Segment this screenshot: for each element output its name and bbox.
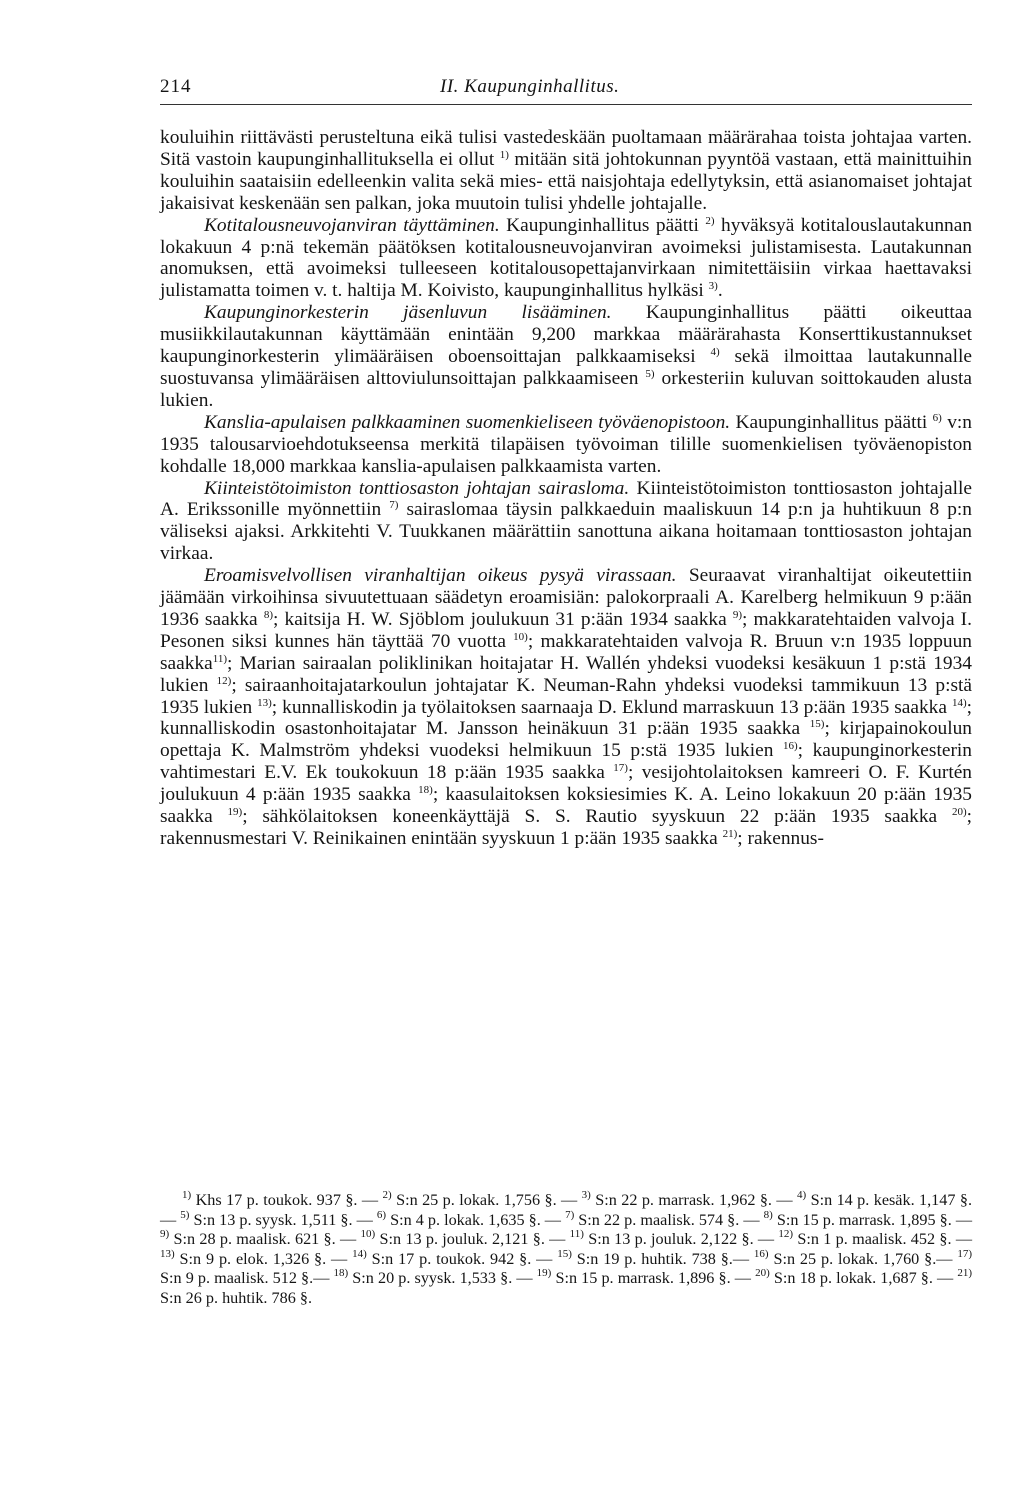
footnote-marker: 3) xyxy=(581,1189,591,1201)
footnote-text: S:n 13 p. syysk. 1,511 §. — xyxy=(189,1210,377,1229)
footnote-ref: 20) xyxy=(951,806,967,819)
footnote-ref: 16) xyxy=(782,740,798,753)
section-title: Kaupunginorkesterin jäsenluvun lisääminen. xyxy=(204,302,612,324)
paragraph xyxy=(160,215,972,303)
footnote-marker: 6) xyxy=(376,1208,387,1221)
paragraph xyxy=(160,565,972,850)
text-run: Kiinteistötoimiston tonttiosaston johtajalle A. Erikssonille myönnettiin xyxy=(160,477,972,521)
text-run: hyväksyä kotitalouslautakunnan lokakuun 4 p:nä tekemän päätöksen kotitalousneuvojanviran avoimeksi julistamisesta. Lautakunnan anomuksen, että avoimeksi tulleeseen kotitalousopettajanvirkaan nimitettäisiin virkaa haettavaksi julistamatta toimen v. t. haltija M. Koivisto, kaupunginhallitus hylkäsi xyxy=(160,214,973,302)
text-run: ; kaitsija H. W. Sjöblom joulukuun 31 p:ään 1934 saakka xyxy=(272,608,733,630)
footnote-text: S:n 19 p. huhtik. 738 §.— xyxy=(571,1249,754,1268)
section-title: Kiinteistötoimiston tonttiosaston johtajan sairasloma. xyxy=(204,477,630,499)
footnote-text: Khs 17 p. toukok. 937 §. — xyxy=(191,1191,383,1209)
footnote-text: S:n 22 p. maalisk. 574 §. — xyxy=(574,1210,764,1229)
footnote-text: S:n 18 p. lokak. 1,687 §. — xyxy=(769,1269,958,1288)
footnote-marker: 18) xyxy=(333,1267,349,1280)
text-run: ; kunnalliskodin osastonhoitajatar M. Jansson heinäkuun 31 p:ään 1935 saakka xyxy=(160,696,972,740)
footnote-ref: 15) xyxy=(809,718,825,731)
paragraph xyxy=(160,478,972,566)
text-run: Seuraavat viranhaltijat oikeutettiin jäämään virkoihinsa sivuutettuaan säädetyn eroamisiän: palokorpraali A. Karelberg helmikuun 9 p:ään 1936 saakka xyxy=(160,565,973,630)
text-run: ; kaupunginorkesterin vahtimestari E.V. Ek toukokuun 18 p:ään 1935 saakka xyxy=(160,740,972,784)
footnote-ref: 12) xyxy=(216,674,232,687)
footnote-ref: 6) xyxy=(932,411,942,424)
footnote-ref: 2) xyxy=(705,214,715,227)
text-run: mitään sitä johtokunnan pyyntöä vastaan, että mainittuihin kouluihin saataisiin edelleenkin valita sekä mies- että naisjohtaja edellytyksin, että asianomaiset johtajat jakaisivat keskenään sen palkan, joka muutoin tulisi yhdelle johtajalle. xyxy=(160,148,972,214)
footnote-text: S:n 20 p. syysk. 1,533 §. — xyxy=(348,1269,537,1288)
footnote-ref: 5) xyxy=(645,367,655,380)
text-run: sekä ilmoittaa lautakunnalle suostuvansa ylimääräisen alttoviulunsoittajan palkkaamiseen xyxy=(160,346,972,389)
footnote-text: S:n 15 p. marrask. 1,896 §. — xyxy=(551,1269,756,1288)
footnote-text: S:n 15 p. marrask. 1,895 §. — xyxy=(772,1210,973,1229)
paragraph xyxy=(160,127,972,215)
footnote-ref: 13) xyxy=(257,696,272,709)
footnote-ref: 17) xyxy=(613,762,628,775)
footnote-text: S:n 28 p. maalisk. 621 §. — xyxy=(169,1230,361,1249)
section-title: Kotitalousneuvojanviran täyttäminen. xyxy=(204,214,500,236)
footnote-marker: 2) xyxy=(382,1189,392,1201)
footnote-text: S:n 25 p. lokak. 1,756 §. — xyxy=(391,1191,582,1209)
text-run: ; sähkölaitoksen koneenkäyttäjä S. S. Rautio syyskuun 22 p:ään 1935 saakka xyxy=(242,806,952,828)
footnotes xyxy=(160,1191,972,1309)
footnote-text: S:n 1 p. maalisk. 452 §. — xyxy=(793,1230,973,1249)
text-run: . xyxy=(717,280,723,302)
page-header xyxy=(160,76,972,105)
text-run: v:n 1935 talousarvioehdotukseensa merkitä tilapäisen työvoiman tilille suomenkielisen työväenopiston kohdalle 18,000 markkaa kanslia-apulaisen palkkaamista varten. xyxy=(160,411,972,477)
footnote-ref: 10) xyxy=(513,630,528,643)
footnote-ref: 14) xyxy=(951,696,967,709)
paragraph xyxy=(160,302,972,412)
text-run: ; rakennusmestari V. Reinikainen enintään syyskuun 1 p:ään 1935 saakka xyxy=(160,806,972,849)
footnote-text: S:n 22 p. marrask. 1,962 §. — xyxy=(590,1191,797,1209)
section-title: Kanslia-apulaisen palkkaaminen suomenkieliseen työväenopistoon. xyxy=(204,411,731,433)
footnote-marker: 14) xyxy=(352,1247,367,1260)
footnote-marker: 11) xyxy=(569,1228,584,1241)
text-run: ; makkaratehtaiden valvoja R. Bruun v:n 1935 loppuun saakka xyxy=(160,630,973,674)
footnote-marker: 19) xyxy=(536,1267,552,1280)
text-run: Kaupunginhallitus päätti oikeuttaa musiikkilautakunnan käyttämään enintään 9,200 markkaa määrärahasta Konserttikustannukset kaupunginorkesterin ylimääräisen oboensoittajan palkkaamiseksi xyxy=(160,302,972,368)
footnote-ref: 7) xyxy=(389,499,399,512)
text-run: Kaupunginhallitus päätti xyxy=(499,214,706,236)
text-run: kouluihin riittävästi perusteltuna eikä tulisi vastedeskään puoltamaan määrärahaa toista johtajaa varten. Sitä vastoin kaupunginhallituksella ei ollut xyxy=(160,127,972,170)
text-run: ; sairaanhoitajatarkoulun johtajatar K. Neuman-Rahn yhdeksi vuodeksi tammikuun 13 p:stä 1935 lukien xyxy=(160,674,972,718)
footnote-text: S:n 14 p. kesäk. 1,147 §. — xyxy=(160,1191,973,1229)
text-run: ; rakennus- xyxy=(737,828,824,849)
footnote-marker: 7) xyxy=(565,1208,575,1221)
footnote-paragraph xyxy=(160,1191,972,1309)
footnote-marker: 17) xyxy=(957,1247,973,1260)
footnote-ref: 21) xyxy=(722,828,738,840)
footnote-marker: 20) xyxy=(755,1267,770,1280)
footnote-marker: 9) xyxy=(160,1228,170,1241)
footnote-text: S:n 13 p. jouluk. 2,121 §. — xyxy=(375,1230,570,1249)
footnote-marker: 12) xyxy=(778,1228,794,1241)
footnote-marker: 15) xyxy=(557,1247,572,1260)
text-run: Kaupunginhallitus päätti xyxy=(730,411,933,433)
text-run: ; kunnalliskodin ja työlaitoksen saarnaaja D. Eklund marraskuun 13 p:ään 1935 saakka xyxy=(271,696,952,718)
text-run: ; kirjapainokoulun opettaja K. Malmström yhdeksi vuodeksi helmikuun 15 p:stä 1935 lukien xyxy=(160,718,972,762)
footnote-ref: 4) xyxy=(710,346,720,359)
footnote-text: S:n 9 p. maalisk. 512 §.— xyxy=(160,1269,334,1288)
footnote-marker: 5) xyxy=(180,1208,190,1221)
footnote-ref: 11) xyxy=(212,652,228,665)
text-run: orkesteriin kuluvan soittokauden alusta lukien. xyxy=(160,367,973,411)
footnote-text: S:n 4 p. lokak. 1,635 §. — xyxy=(386,1210,566,1229)
section-title: Eroamisvelvollisen viranhaltijan oikeus pysyä virassaan. xyxy=(204,565,677,587)
footnote-ref: 3) xyxy=(708,280,718,293)
footnote-text: S:n 26 p. huhtik. 786 §. xyxy=(160,1288,312,1307)
text-run: ; vesijohtolaitoksen kamreeri O. F. Kurtén joulukuun 4 p:ään 1935 saakka xyxy=(160,762,973,806)
footnote-text: S:n 25 p. lokak. 1,760 §.— xyxy=(768,1249,958,1268)
running-title: II. Kaupunginhallitus. xyxy=(440,76,620,97)
footnote-ref: 1) xyxy=(499,148,509,161)
text-run: sairaslomaa täysin palkkaeduin maaliskuun 14 p:n ja huhtikuun 8 p:n väliseksi ajaksi. Arkkitehti V. Tuukkanen määrättiin sanottuna aikana hoitamaan tonttiosaston johtajan virkaa. xyxy=(160,499,972,565)
footnote-marker: 16) xyxy=(753,1247,769,1260)
footnote-marker: 4) xyxy=(796,1189,807,1201)
footnote-ref: 8) xyxy=(263,608,273,621)
footnote-ref: 9) xyxy=(732,608,743,621)
footnote-text: S:n 9 p. elok. 1,326 §. — xyxy=(174,1249,353,1268)
footnote-marker: 21) xyxy=(957,1267,972,1280)
footnote-text: S:n 13 p. jouluk. 2,122 §. — xyxy=(583,1230,779,1249)
footnote-ref: 18) xyxy=(418,784,433,797)
footnote-ref: 19) xyxy=(227,806,243,819)
body-text xyxy=(160,127,972,850)
footnote-marker: 10) xyxy=(360,1228,376,1241)
paragraph xyxy=(160,412,972,478)
page-number: 214 xyxy=(160,76,192,97)
footnote-marker: 1) xyxy=(182,1189,192,1201)
text-run: ; Marian sairaalan poliklinikan hoitajatar H. Wallén yhdeksi vuodeksi kesäkuun 1 p:stä 1934 lukien xyxy=(160,652,972,696)
text-run: ; kaasulaitoksen koksiesimies K. A. Leino lokakuun 20 p:ään 1935 saakka xyxy=(160,784,973,828)
footnote-marker: 8) xyxy=(763,1208,773,1221)
footnote-marker: 13) xyxy=(160,1247,175,1260)
text-run: ; makkaratehtaiden valvoja I. Pesonen siksi kunnes hän täyttää 70 vuotta xyxy=(160,608,972,652)
footnote-text: S:n 17 p. toukok. 942 §. — xyxy=(366,1249,558,1268)
